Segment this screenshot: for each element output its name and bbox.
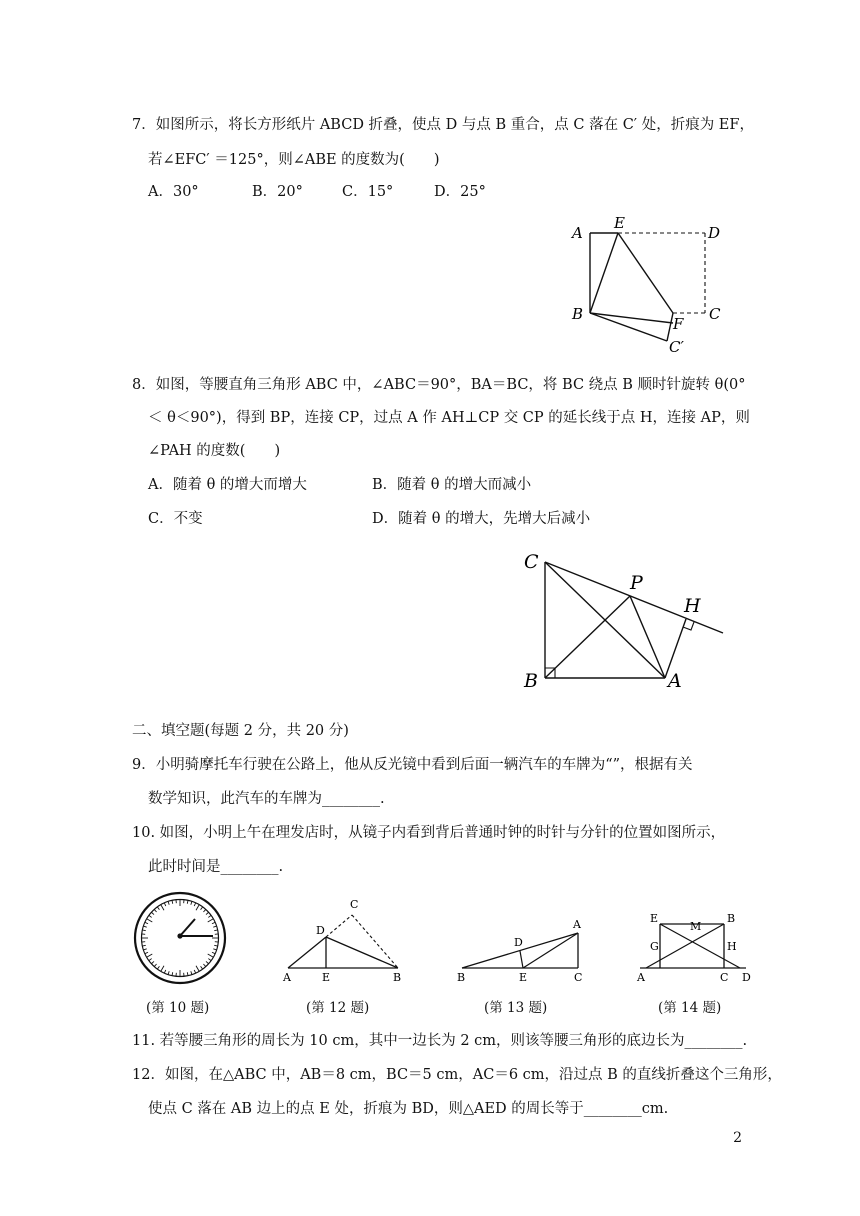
clock-figure <box>132 890 228 986</box>
q8-option-c: C．不变 <box>148 511 203 527</box>
fig12-label-c: C <box>350 898 359 911</box>
caption-q14: (第 14 题) <box>658 1000 722 1016</box>
q8-line3: ∠PAH 的度数( ) <box>148 443 281 459</box>
q8-line1: 8．如图，等腰直角三角形 ABC 中，∠ABC＝90°，BA＝BC，将 BC 绕点 B 顺时针旋转 θ(0° <box>132 377 746 393</box>
page-number: 2 <box>733 1130 742 1146</box>
fig13-label-a: A <box>573 918 581 931</box>
fig12-label-a: A <box>283 971 291 984</box>
q8-line2: ＜ θ＜90°)，得到 BP，连接 CP，过点 A 作 AH⊥CP 交 CP 的延长线于点 H，连接 AP，则 <box>148 410 750 426</box>
q7-label-c-prime: C′ <box>669 338 684 356</box>
caption-q12: (第 12 题) <box>306 1000 370 1016</box>
q7-option-c: C．15° <box>342 184 394 200</box>
q11-line: 11. 若等腰三角形的周长为 10 cm，其中一边长为 2 cm，则该等腰三角形的底边长为________. <box>132 1033 748 1049</box>
q8-label-b: B <box>524 670 538 692</box>
fig14-label-a: A <box>637 971 645 984</box>
q8-option-a: A．随着 θ 的增大而增大 <box>148 477 307 493</box>
q12-line2: 使点 C 落在 AB 边上的点 E 处，折痕为 BD，则△AED 的周长等于________cm. <box>148 1101 669 1117</box>
q8-option-b: B．随着 θ 的增大而减小 <box>372 477 532 493</box>
q8-label-p: P <box>630 572 643 594</box>
q12-line1: 12．如图，在△ABC 中，AB＝8 cm，BC＝5 cm，AC＝6 cm，沿过点 B 的直线折叠这个三角形， <box>132 1067 782 1083</box>
q8-label-a: A <box>668 670 682 692</box>
q7-label-c: C <box>709 305 721 323</box>
q7-label-e: E <box>614 215 625 232</box>
fig13-label-c: C <box>574 971 583 984</box>
q7-figure <box>565 215 735 360</box>
q7-label-a: A <box>572 224 583 242</box>
q7-option-d: D．25° <box>434 184 486 200</box>
fig14-label-d: D <box>742 971 751 984</box>
caption-q13: (第 13 题) <box>484 1000 548 1016</box>
q10-line1: 10. 如图，小明上午在理发店时，从镜子内看到背后普通时钟的时针与分针的位置如图所示， <box>132 825 726 841</box>
fig12 <box>278 893 408 985</box>
q8-option-d: D．随着 θ 的增大，先增大后减小 <box>372 511 591 527</box>
fig14-label-b: B <box>727 912 736 925</box>
caption-q10: (第 10 题) <box>146 1000 210 1016</box>
q7-label-b: B <box>572 305 584 323</box>
q7-label-f: F <box>673 315 684 333</box>
q7-line1: 7．如图所示，将长方形纸片 ABCD 折叠，使点 D 与点 B 重合，点 C 落在 C′ 处，折痕为 EF， <box>132 117 754 133</box>
q10-line2: 此时时间是________. <box>148 859 284 875</box>
fig12-label-d: D <box>316 924 325 937</box>
fig14-label-g: G <box>650 940 659 953</box>
fig13 <box>452 915 592 985</box>
fig14-label-m: M <box>690 920 702 933</box>
q7-label-d: D <box>708 224 721 242</box>
section-title: 二、填空题(每题 2 分，共 20 分) <box>132 723 349 739</box>
fig13-label-b: B <box>457 971 466 984</box>
fig14 <box>636 910 754 986</box>
fig14-label-c: C <box>720 971 729 984</box>
fig12-label-e: E <box>322 971 331 984</box>
q9-line2: 数学知识，此汽车的车牌为________. <box>148 791 385 807</box>
q7-option-a: A．30° <box>148 184 199 200</box>
fig14-label-h: H <box>727 940 737 953</box>
q8-label-c: C <box>524 551 539 573</box>
q9-line1: 9．小明骑摩托车行驶在公路上，他从反光镜中看到后面一辆汽车的车牌为“”，根据有关 <box>132 757 693 773</box>
fig14-label-e: E <box>650 912 659 925</box>
q8-figure <box>518 545 730 693</box>
q8-label-h: H <box>684 595 701 617</box>
fig13-label-d: D <box>514 936 523 949</box>
fig12-label-b: B <box>393 971 402 984</box>
q7-option-b: B．20° <box>252 184 303 200</box>
fig13-label-e: E <box>519 971 528 984</box>
q7-line2: 若∠EFC′ ＝125°，则∠ABE 的度数为( ) <box>148 152 440 168</box>
